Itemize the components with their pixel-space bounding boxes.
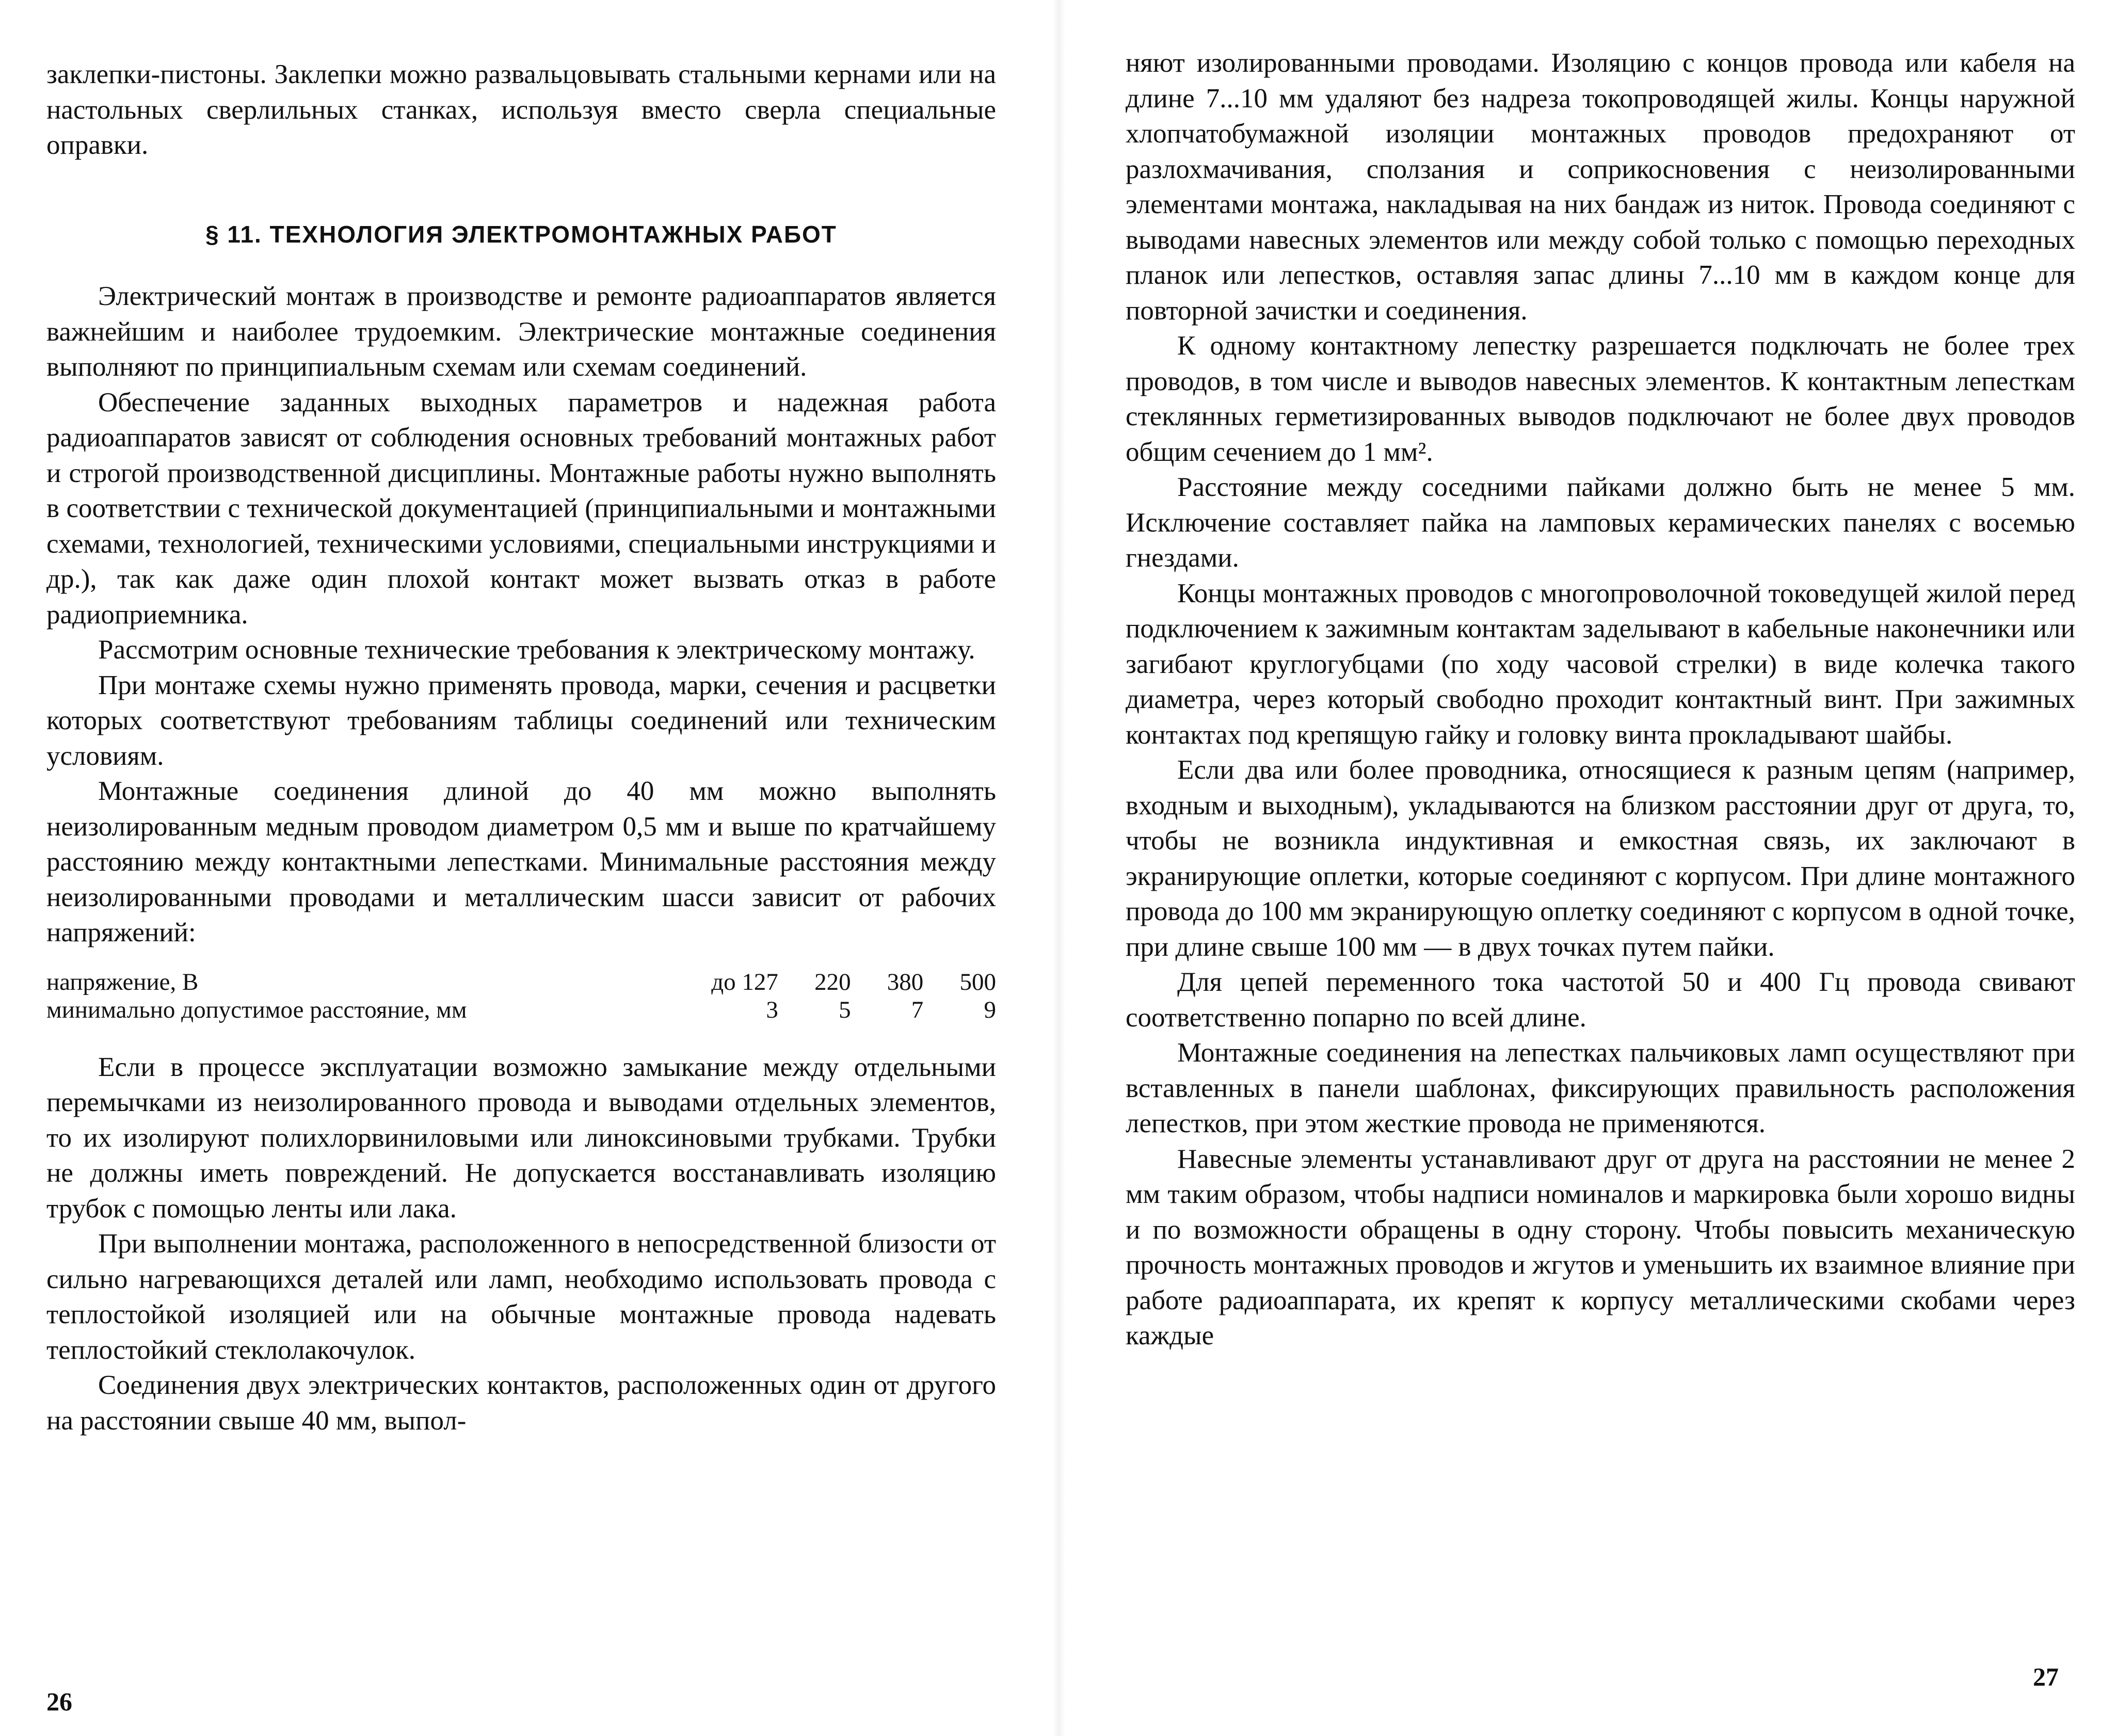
voltage-distance-table	[46, 968, 996, 1024]
voltage-value: 500	[959, 968, 996, 995]
paragraph: Рассмотрим основные технические требования к электрическому монтажу.	[98, 635, 975, 665]
voltage-value: до 127	[711, 968, 778, 995]
paragraph: Обеспечение заданных выходных параметров и надежная работа радиоаппаратов зависят от соблюдения основных требований монтажных работ и строгой производственной дисциплины. Монтажные работы нужно выполнять в соответствии с технической документацией (принципиальными и монтажными схемами, технологией, техническими условиями, специальными инструкциями и др.), так как даже один плохой контакт может вызвать отказ в работе радиоприемника.	[46, 387, 996, 630]
section-heading: § 11. ТЕХНОЛОГИЯ ЭЛЕКТРОМОНТАЖНЫХ РАБОТ	[205, 220, 837, 248]
distance-value: 7	[911, 996, 924, 1023]
paragraph: Монтажные соединения на лепестках пальчиковых ламп осуществляют при вставленных в панели шаблонах, фиксирующих правильность расположения лепестков, при этом жесткие провода не применяются.	[1126, 1038, 2075, 1138]
paragraph: К одному контактному лепестку разрешается подключать не более трех проводов, в том числе и выводов навесных элементов. К контактным лепесткам стеклянных герметизированных выводов подключают не более двух проводов общим сечением до 1 мм².	[1126, 331, 2075, 467]
paragraph: При монтаже схемы нужно применять провода, марки, сечения и расцветки которых соответствуют требованиям таблицы соединений или техническим условиям.	[46, 670, 996, 771]
page-number-right: 27	[2033, 1662, 2059, 1691]
continuation-paragraph: няют изолированными проводами. Изоляцию с концов провода или кабеля на длине 7...10 мм удаляют без надреза токопроводящей жилы. Концы наружной хлопчатобумажной изоляции монтажных проводов предохраняют от разлохмачивания, сползания и соприкосновения с неизолированными элементами монтажа, накладывая на них бандаж из ниток. Провода соединяют с выводами навесных элементов или между собой только с помощью переходных планок или лепестков, оставляя запас длины 7...10 мм в каждом конце для повторной зачистки и соединения.	[1126, 48, 2075, 326]
left-page	[0, 0, 1058, 1736]
paragraph: Монтажные соединения длиной до 40 мм можно выполнять неизолированным медным проводом диаметром 0,5 мм и выше по кратчайшему расстоянию между контактными лепестками. Минимальные расстояния между неизолированными проводами и металлическим шасси зависит от рабочих напряжений:	[46, 776, 996, 947]
paragraph: Расстояние между соседними пайками должно быть не менее 5 мм. Исключение составляет пайка на ламповых керамических панелях с восемью гнездами.	[1126, 472, 2075, 573]
voltage-value: 380	[887, 968, 924, 995]
page-number-left: 26	[46, 1687, 72, 1716]
distance-value: 3	[766, 996, 778, 1023]
left-opening-paragraph: заклепки-пистоны. Заклепки можно развальцовывать стальными кернами или на настольных сверлильных станках, используя вместо сверла специальные оправки.	[46, 59, 996, 160]
paragraph: Если два или более проводника, относящиеся к разным цепям (например, входным и выходным), укладываются на близком расстоянии друг от друга, то, чтобы не возникла индуктивная и емкостная связь, их заключают в экранирующие оплетки, которые соединяют с корпусом. При длине монтажного провода до 100 мм экранирующую оплетку соединяют с корпусом в одной точке, при длине свыше 100 мм — в двух точках путем пайки.	[1126, 755, 2075, 962]
voltage-row-label: напряжение, В	[46, 968, 199, 995]
paragraph: Навесные элементы устанавливают друг от друга на расстоянии не менее 2 мм таким образом, чтобы надписи номиналов и маркировка были хорошо видны и по возможности обращены в одну сторону. Чтобы повысить механическую прочность монтажных проводов и жгутов и уменьшить их взаимное влияние при работе радиоаппарата, их крепят к корпусу металлическими скобами через каждые	[1126, 1144, 2075, 1351]
paragraph: Соединения двух электрических контактов, расположенных один от другого на расстоянии свыше 40 мм, выпол-	[46, 1370, 996, 1436]
distance-value: 5	[839, 996, 851, 1023]
distance-row-label: минимально допустимое расстояние, мм	[46, 996, 467, 1023]
paragraph: Электрический монтаж в производстве и ремонте радиоаппаратов является важнейшим и наиболее трудоемким. Электрические монтажные соединения выполняют по принципиальным схемам или схемам соединений.	[46, 281, 996, 382]
paragraph: Концы монтажных проводов с многопроволочной токоведущей жилой перед подключением к зажимным контактам заделывают в кабельные наконечники или загибают круглогубцами (по ходу часовой стрелки) в виде колечка такого диаметра, через который свободно проходит контактный винт. При зажимных контактах под крепящую гайку и головку винта прокладывают шайбы.	[1126, 578, 2075, 750]
voltage-value: 220	[814, 968, 851, 995]
right-page	[1058, 0, 2117, 1736]
table-row	[46, 968, 996, 996]
right-page-text	[1126, 45, 2075, 1354]
paragraph: Если в процессе эксплуатации возможно замыкание между отдельными перемычками из неизолированного провода и выводами отдельных элементов, то их изолируют полихлорвиниловыми или линоксиновыми трубками. Трубки не должны иметь повреждений. Не допускается восстанавливать изоляцию трубок с помощью ленты или лака.	[46, 1052, 996, 1224]
left-page-text	[46, 57, 996, 1438]
paragraph: Для цепей переменного тока частотой 50 и 400 Гц провода свивают соответственно попарно по всей длине.	[1126, 967, 2075, 1033]
paragraph: При выполнении монтажа, расположенного в непосредственной близости от сильно нагревающихся деталей или ламп, необходимо использовать провода с теплостойкой изоляцией или на обычные монтажные провода надевать теплостойкий стеклолакочулок.	[46, 1229, 996, 1365]
distance-value: 9	[984, 996, 996, 1023]
table-row	[46, 996, 996, 1024]
